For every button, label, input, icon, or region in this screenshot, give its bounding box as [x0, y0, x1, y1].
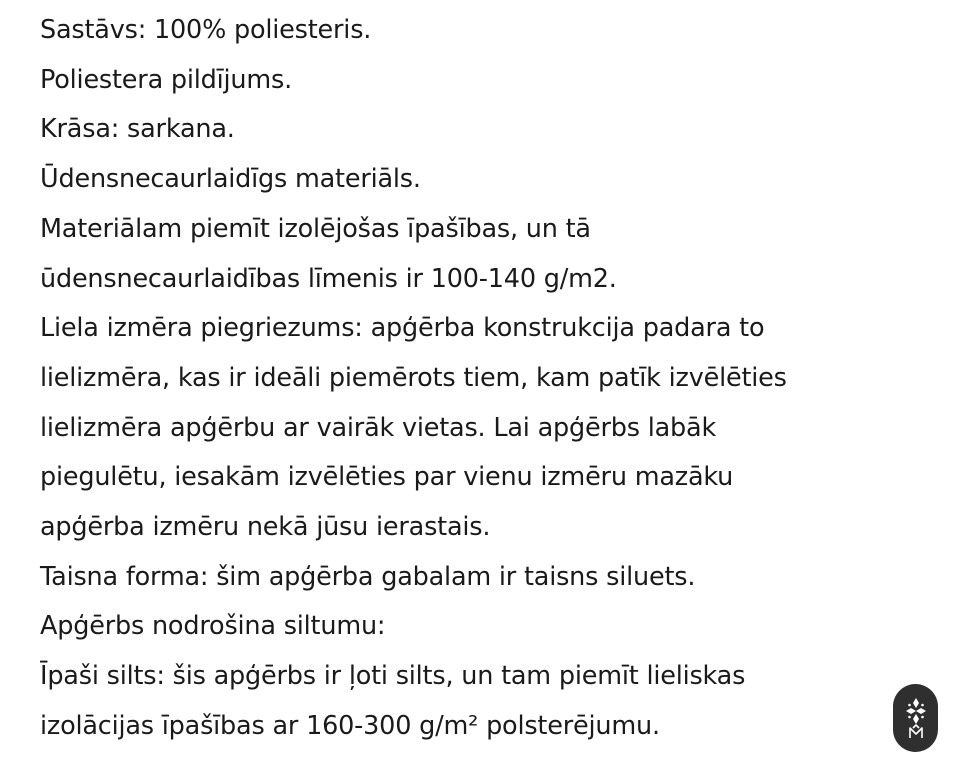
description-line: piegulētu, iesakām izvēlēties par vienu izmēru mazāku [40, 462, 734, 493]
description-line: Apģērbs nodrošina siltumu: [40, 611, 386, 642]
description-line: Ūdensnecaurlaidīgs materiāls. [40, 164, 421, 195]
description-line: lielizmēra apģērbu ar vairāk vietas. Lai apģērbs labāk [40, 412, 717, 443]
product-description [40, 6, 920, 752]
description-line: izolācijas īpašības ar 160-300 g/m² polsterējumu. [40, 710, 660, 741]
description-line: apģērba izmēru nekā jūsu ierastais. [40, 512, 491, 543]
logo-badge-button[interactable] [893, 684, 938, 752]
description-line: Īpaši silts: šis apģērbs ir ļoti silts, un tam piemīt lieliskas [40, 661, 746, 692]
description-line: Liela izmēra piegriezums: apģērba konstrukcija padara to [40, 313, 765, 344]
description-line: Taisna forma: šim apģērba gabalam ir taisns siluets. [40, 561, 696, 592]
description-line: Poliestera pildījums. [40, 64, 293, 95]
description-line: Materiālam piemīt izolējošas īpašības, un tā [40, 213, 591, 244]
description-line: Sastāvs: 100% poliesteris. [40, 15, 372, 45]
description-line: ūdensnecaurlaidības līmenis ir 100-140 g/m2. [40, 263, 617, 294]
ornament-logo-icon [901, 694, 931, 742]
description-line: Krāsa: sarkana. [40, 114, 235, 145]
description-line: lielizmēra, kas ir ideāli piemērots tiem, kam patīk izvēlēties [40, 362, 787, 393]
